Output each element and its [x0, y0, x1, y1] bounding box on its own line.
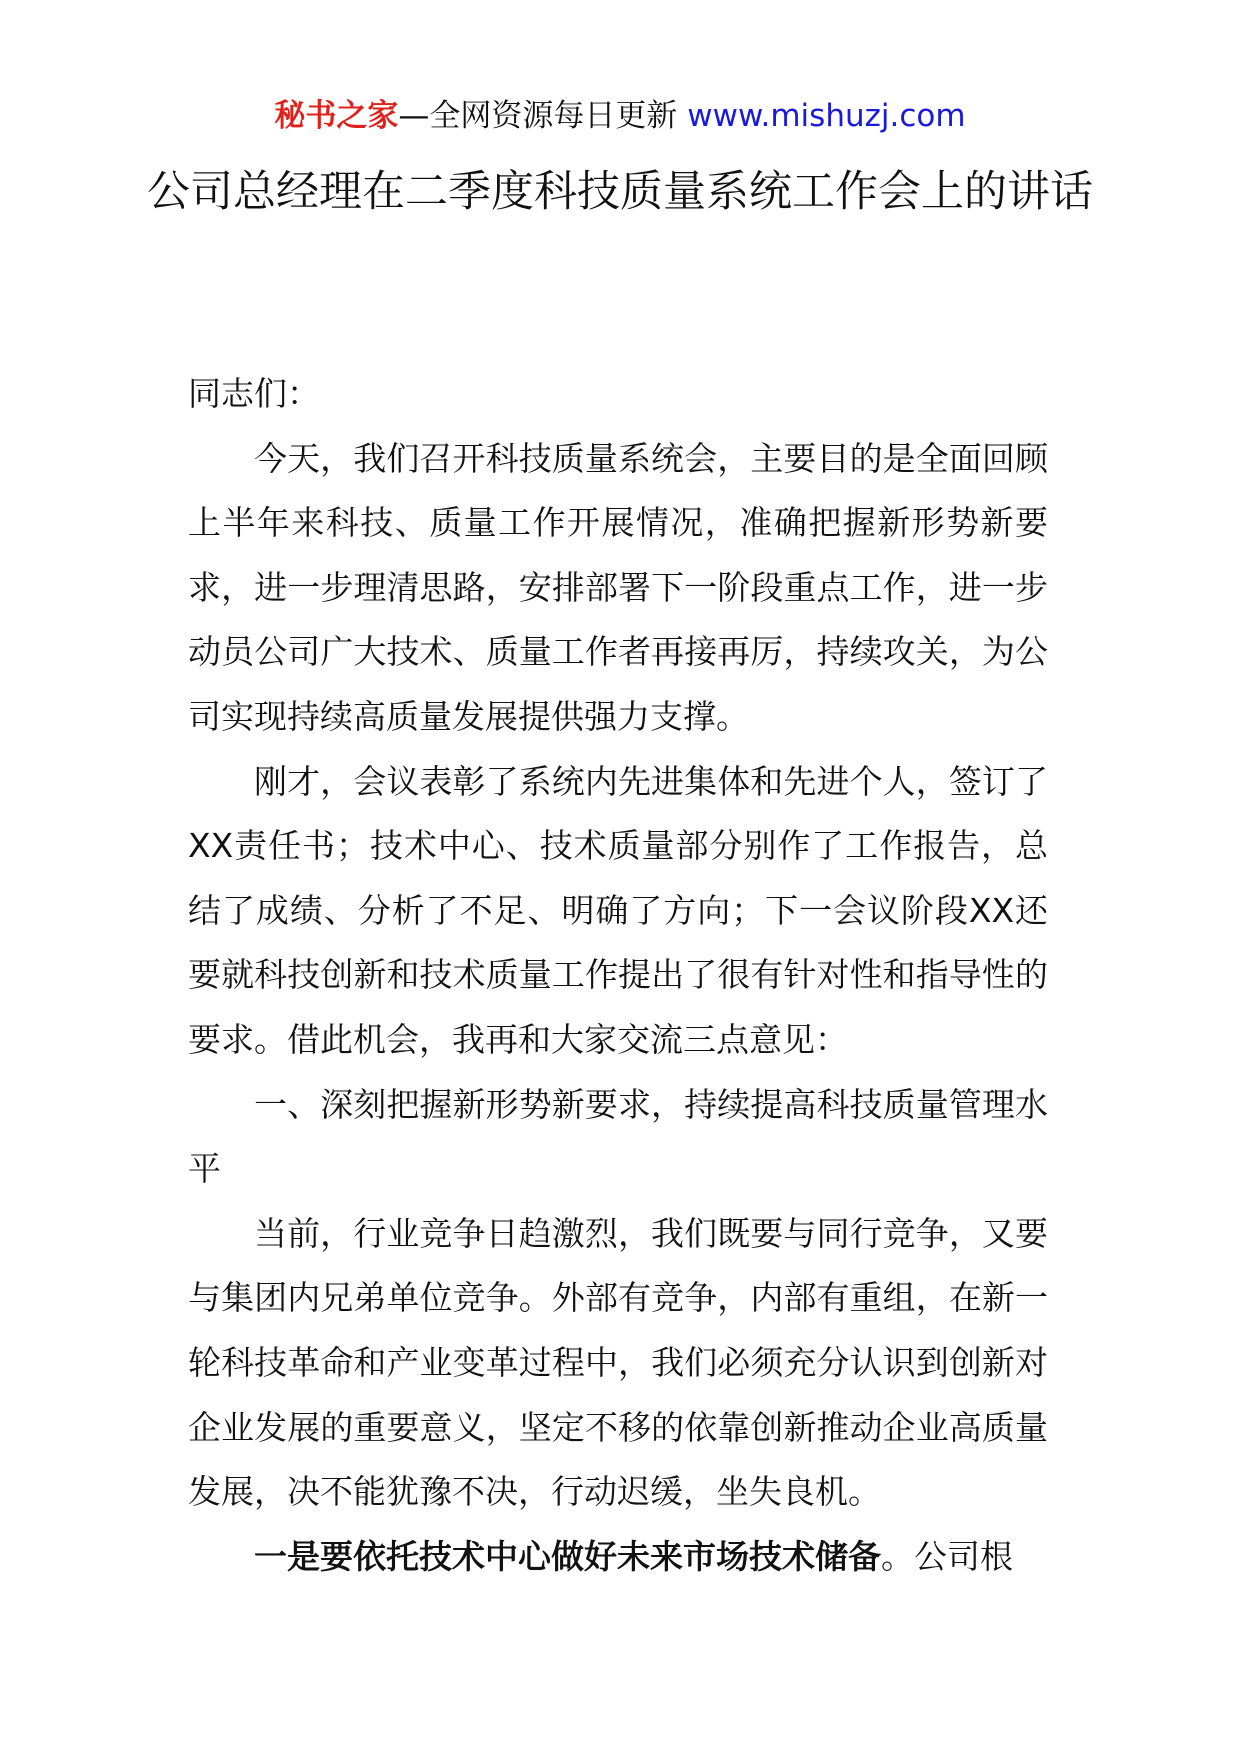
document-title: 公司总经理在二季度科技质量系统工作会上的讲话: [147, 167, 1093, 217]
paragraph-4-text: 。公司根: [881, 1536, 1013, 1576]
site-brand: 秘书之家: [274, 98, 399, 134]
paragraph-4-lead: 一是要依托技术中心做好未来市场技术储备: [254, 1536, 881, 1576]
paragraph-2: 刚才，会议表彰了系统内先进集体和先进个人，签订了XX责任书；技术中心、技术质量部分别作了工作报告，总结了成绩、分析了不足、明确了方向；下一会议阶段XX还要就科技创新和技术质量工作提出了很有针对性和指导性的要求。借此机会，我再和大家交流三点意见：: [188, 761, 1048, 1059]
paragraph-1: 今天，我们召开科技质量系统会，主要目的是全面回顾上半年来科技、质量工作开展情况，准确把握新形势新要求，进一步理清思路，安排部署下一阶段重点工作，进一步动员公司广大技术、质量工作者再接再厉，持续攻关，为公司实现持续高质量发展提供强力支撑。: [188, 438, 1048, 736]
section-heading-1: 一、深刻把握新形势新要求，持续提高科技质量管理水平: [188, 1084, 1048, 1189]
document-body: [188, 362, 1048, 1589]
site-slogan: —全网资源每日更新: [398, 98, 688, 134]
site-url-link[interactable]: www.mishuzj.com: [687, 98, 966, 134]
paragraph-3: 当前，行业竞争日趋激烈，我们既要与同行竞争，又要与集团内兄弟单位竞争。外部有竞争，内部有重组，在新一轮科技革命和产业变革过程中，我们必须充分认识到创新对企业发展的重要意义，坚定不移的依靠创新推动企业高质量发展，决不能犹豫不决，行动迟缓，坐失良机。: [188, 1213, 1048, 1512]
paragraph-4: [188, 1525, 1048, 1590]
site-header: [0, 96, 1240, 136]
salutation: 同志们：: [188, 374, 320, 413]
